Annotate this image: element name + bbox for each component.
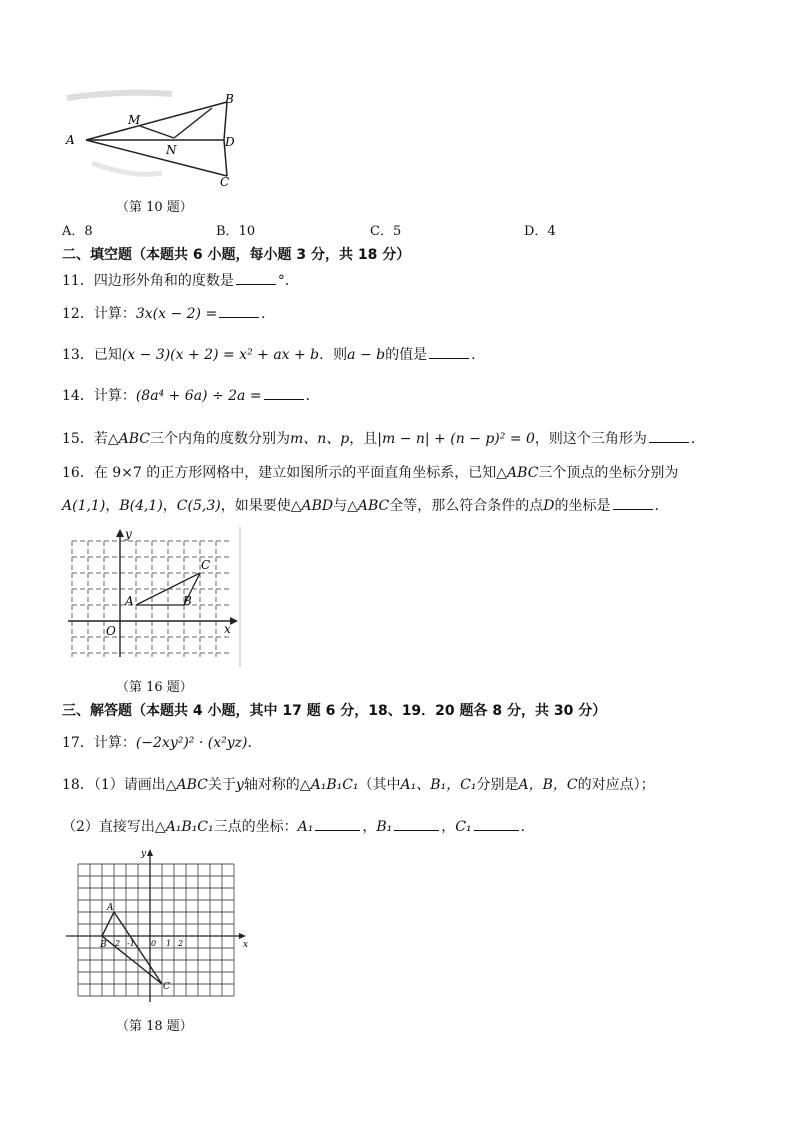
figure-q10 [62,88,242,192]
question-15: 15．若△ABC三个内角的度数分别为m、n、p，且|m − n| + (n − p)² = 0，则这个三角形为 ． [62,431,705,447]
fig16-label-B: B [183,594,192,608]
fig18-label-y: y [141,849,147,859]
figure-q16-grid [62,527,244,669]
answer-blank-b1[interactable] [394,818,439,831]
fig10-label-N: N [166,143,177,157]
fig10-label-D: D [225,135,235,149]
fig16-label-A: A [125,594,134,608]
answer-blank[interactable] [429,346,469,359]
figure-q10-drawing [62,88,242,192]
answer-blank[interactable] [236,272,276,285]
fig16-label-x: x [224,622,231,636]
fig16-label-y: y [125,527,132,541]
option-d: D．4 [524,224,556,239]
figure-q16 [62,527,244,669]
fig16-label-C: C [201,558,211,572]
fig10-label-A: A [66,133,75,147]
fig10-label-B: B [225,92,234,106]
figure-q10-caption: （第 10 题） [116,200,193,215]
fig10-label-M: M [128,113,141,127]
question-18-part-2: （2）直接写出△A₁B₁C₁三点的坐标：A₁ ，B₁ ，C₁ ． [62,819,535,835]
figure-q18 [62,846,252,1006]
fig18-label-x: x [243,940,249,950]
question-12: 12．计算：3x(x − 2) = ． [62,306,276,322]
answer-blank-a1[interactable] [315,818,360,831]
fig18-tick-1: 1 [166,939,172,948]
fig10-label-C: C [220,175,230,189]
answer-blank[interactable] [219,305,259,318]
fig16-label-O: O [106,624,116,638]
answer-blank[interactable] [264,387,304,400]
figure-q18-grid [62,846,252,1006]
question-18-part-1: 18．（1）请画出△ABC关于y轴对称的△A₁B₁C₁（其中A₁、B₁，C₁分别是A，B，C的对应点）； [62,777,655,793]
question-13: 13．已知(x − 3)(x + 2) = x² + ax + b．则a − b的值是 ． [62,347,486,363]
answer-blank[interactable] [613,497,653,510]
figure-q18-caption: （第 18 题） [116,1019,193,1034]
answer-blank-c1[interactable] [474,818,519,831]
option-c: C．5 [370,224,402,239]
question-14: 14．计算：(8a⁴ + 6a) ÷ 2a = ． [62,388,320,404]
fig18-label-C: C [163,982,170,992]
question-16-line-2: A(1,1)，B(4,1)，C(5,3)，如果要使△ABD与△ABC全等，那么符合条件的点D的坐标是 ． [62,498,669,514]
question-17: 17．计算：(−2xy²)² · (x²yz)． [62,735,262,751]
question-11: 11．四边形外角和的度数是 °． [62,273,299,289]
fig18-tick-2: 2 [115,939,121,948]
fig18-tick-minus1: -1 [127,939,135,948]
fig18-label-A: A [107,903,114,913]
section-2-title: 二、填空题（本题共 6 小题，每小题 3 分，共 18 分） [62,247,411,263]
option-b: B．10 [216,224,256,239]
fig18-label-B: B [100,940,107,950]
fig18-tick-0: 0 [151,939,157,948]
option-a: A．8 [62,224,93,239]
answer-blank[interactable] [649,430,689,443]
question-16-line-1: 16．在 9×7 的正方形网格中，建立如图所示的平面直角坐标系，已知△ABC三个顶点的坐标分别为 [62,465,679,481]
figure-q16-caption: （第 16 题） [116,680,193,695]
section-3-title: 三、解答题（本题共 4 小题，其中 17 题 6 分，18、19．20 题各 8 分，共 30 分） [62,703,607,719]
fig18-tick-2pos: 2 [178,939,184,948]
